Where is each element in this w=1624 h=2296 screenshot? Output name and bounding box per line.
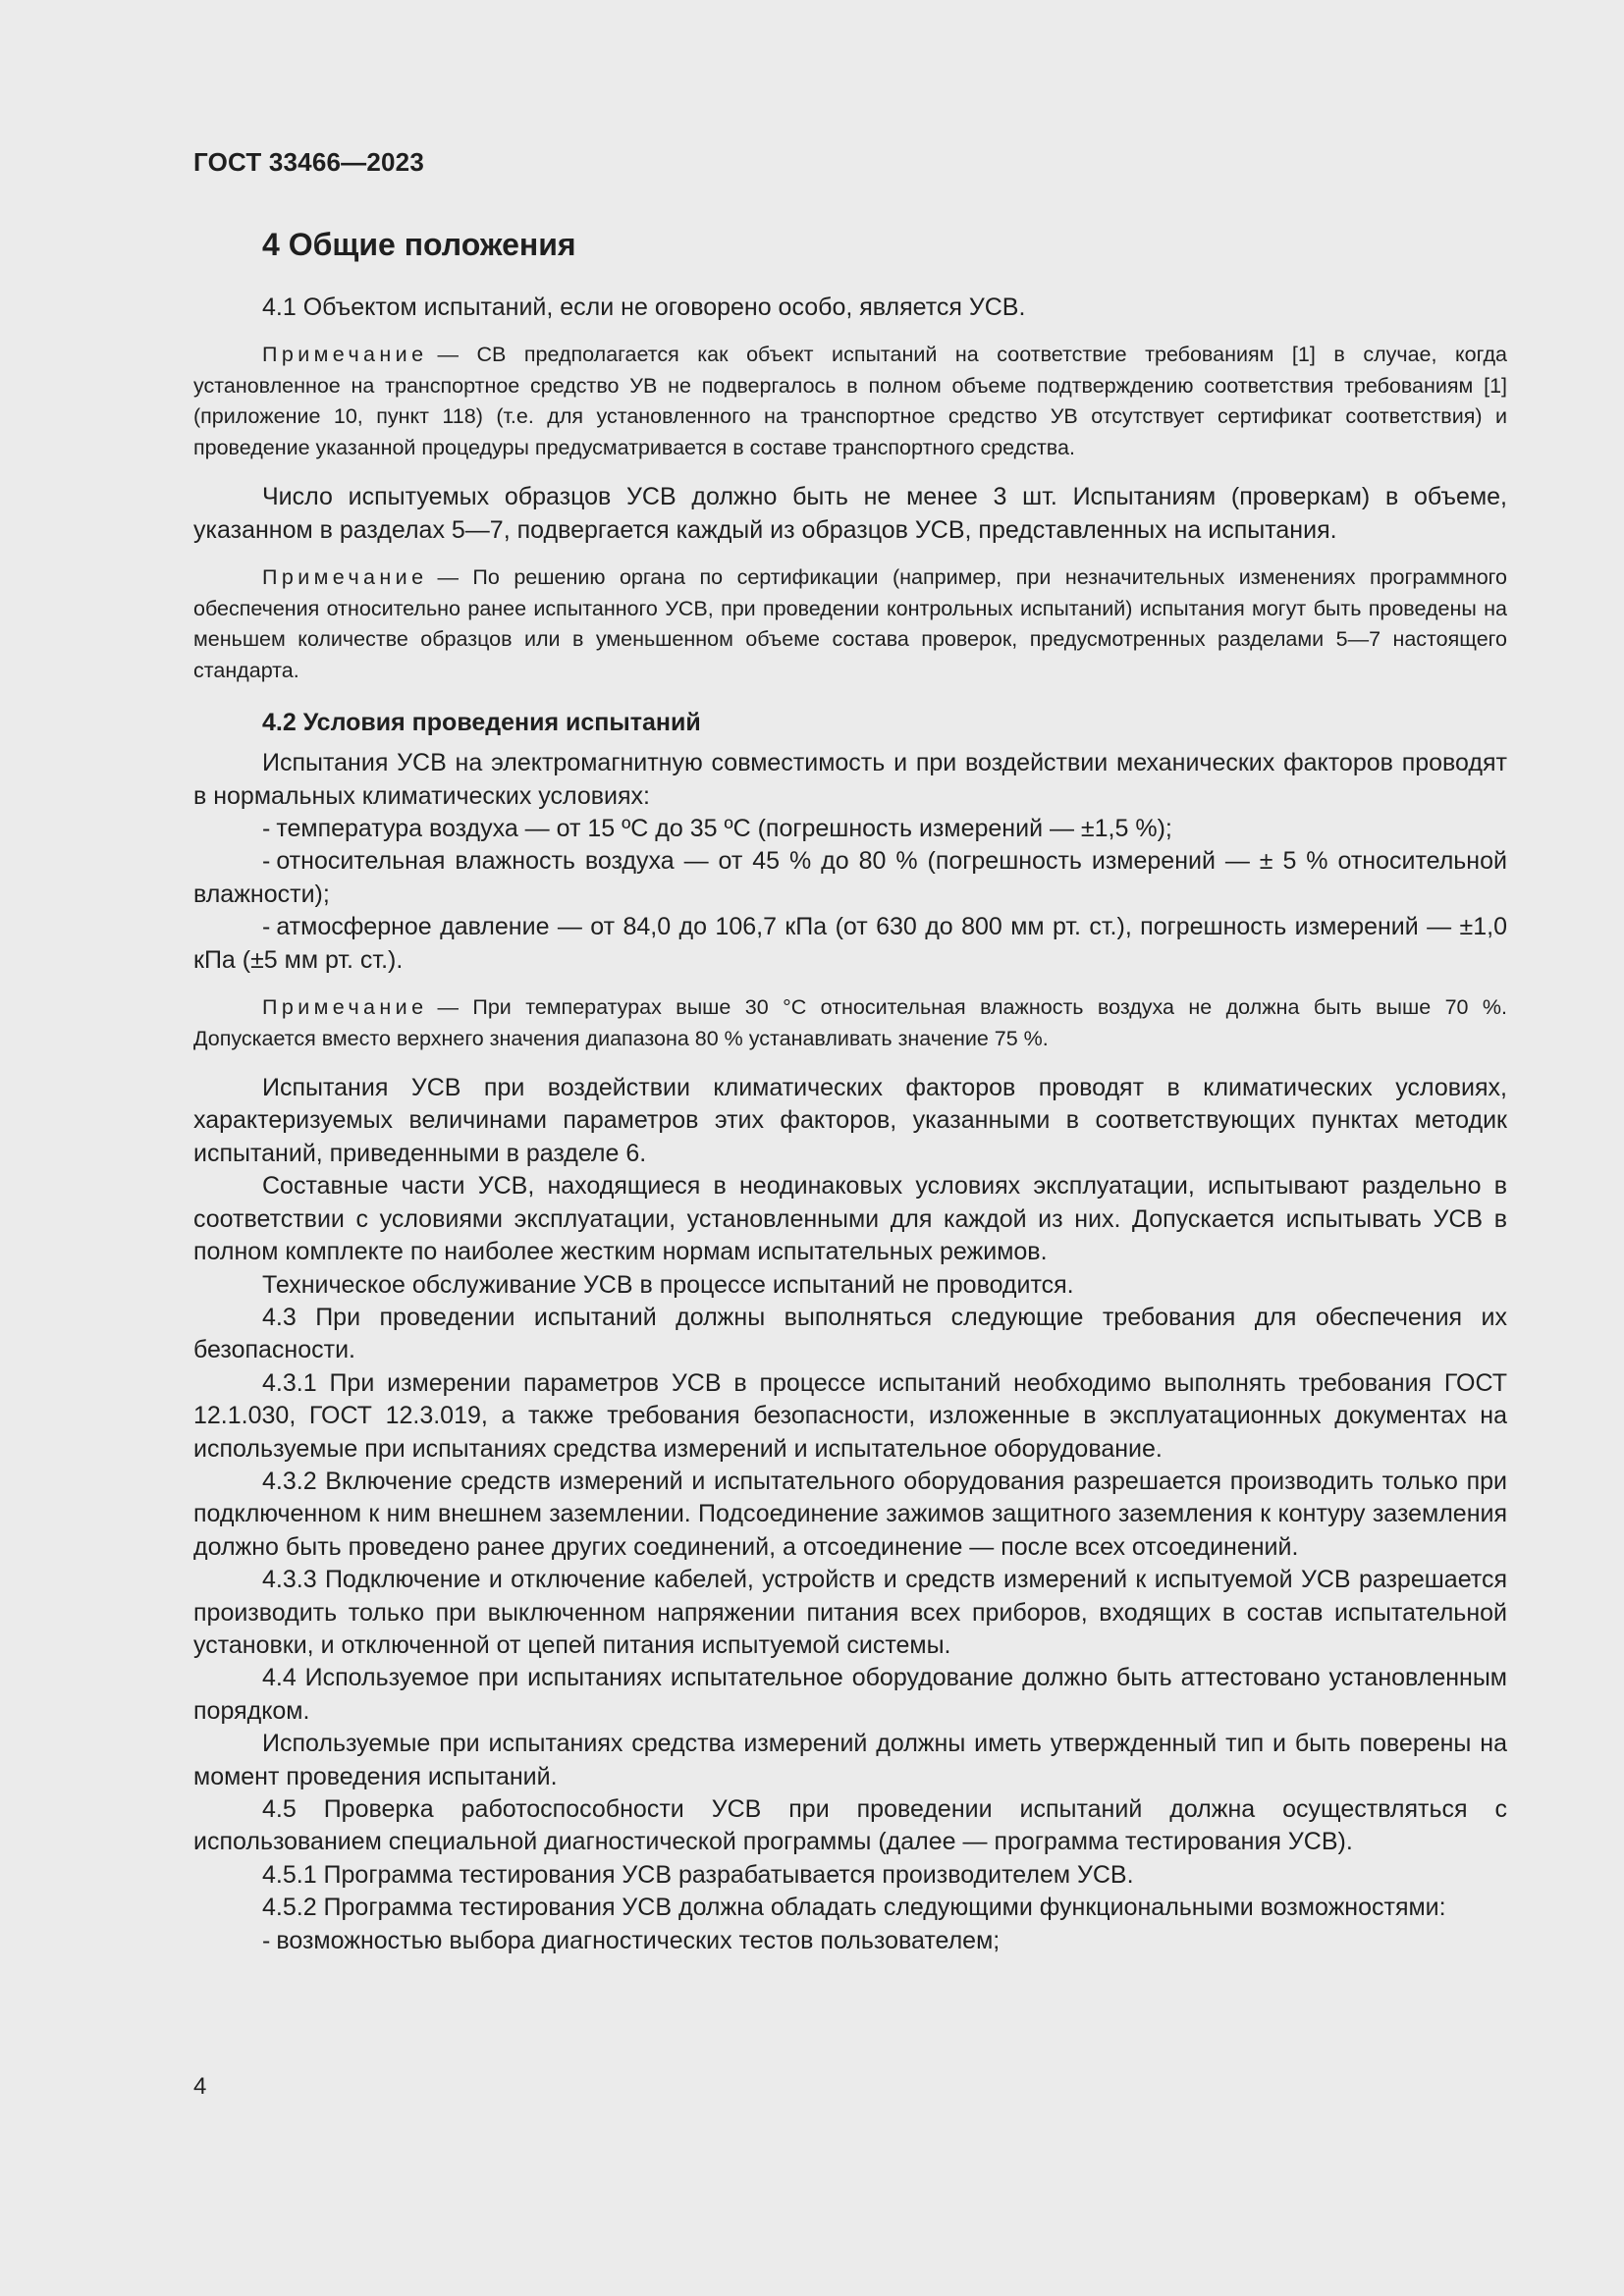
list-item-text: температура воздуха — от 15 ºС до 35 ºС (погрешность измерений — ±1,5 %);	[276, 815, 1172, 843]
list-dash: -	[262, 1926, 271, 1954]
note-2	[193, 562, 1507, 686]
section-4-2-title: 4.2 Условия проведения испытаний	[262, 709, 701, 737]
list-item-humidity	[193, 845, 1507, 911]
paragraph-4-3-1: 4.3.1 При измерении параметров УСВ в процессе испытаний необходимо выполнять требования ГОСТ 12.1.030, ГОСТ 12.3.019, а также требования безопасности, изложенные в эксплуатационных документах на используемые при испытаниях средства измерений и испытательное оборудование.	[193, 1368, 1507, 1463]
note-1-text: — СВ предполагается как объект испытаний на соответствие требованиям [1] в случае, когда установленное на транспортное средство УВ не подвергалось в полном объеме подтверждению соответствия требованиям [1] (приложение 10, пункт 118) (т.е. для установленного на транспортное средство УВ отсутствует сертификат соответствия) и проведение указанной процедуры предусматривается в составе транспортного средства.	[193, 343, 1507, 459]
paragraph-4-3-3: 4.3.3 Подключение и отключение кабелей, устройств и средств измерений к испытуемой УСВ разрешается производить только при выключенном напряжении питания всех приборов, входящих в состав испытательной установки, и отключенной от цепей питания испытуемой системы.	[193, 1566, 1507, 1659]
note-label: Примечание	[262, 565, 428, 590]
paragraph-4-5-2: 4.5.2 Программа тестирования УСВ должна обладать следующими функциональными возможностями:	[262, 1894, 1446, 1922]
list-item-text: возможностью выбора диагностических тестов пользователем;	[276, 1926, 1001, 1954]
page-content	[193, 221, 1507, 1957]
list-item-pressure	[193, 911, 1507, 977]
note-1	[193, 340, 1507, 463]
note-2-text: — По решению органа по сертификации (например, при незначительных изменениях программного обеспечения относительно ранее испытанного УСВ, при проведении контрольных испытаний) испытания могут быть проведены на меньшем количестве образцов или в уменьшенном объеме состава проверок, предусмотренных разделами 5—7 настоящего стандарта.	[193, 565, 1507, 682]
page-number: 4	[193, 2073, 207, 2100]
section-4-title: 4 Общие положения	[262, 227, 576, 262]
list-dash: -	[262, 913, 271, 941]
note-label: Примечание	[262, 343, 428, 367]
standard-header: ГОСТ 33466—2023	[193, 147, 424, 177]
paragraph-maintenance: Техническое обслуживание УСВ в процессе испытаний не проводится.	[262, 1270, 1074, 1299]
note-3-text: — При температурах выше 30 °С относительная влажность воздуха не должна быть выше 70 %. Допускается вместо верхнего значения диапазона 80 % устанавливать значение 75 %.	[193, 995, 1507, 1050]
list-dash: -	[262, 815, 271, 843]
list-dash: -	[262, 847, 271, 876]
note-label: Примечание	[262, 995, 428, 1020]
paragraph-4-3: 4.3 При проведении испытаний должны выполняться следующие требования для обеспечения их безопасности.	[193, 1303, 1507, 1364]
note-3	[193, 992, 1507, 1054]
paragraph-4-1: 4.1 Объектом испытаний, если не оговорено особо, является УСВ.	[262, 294, 1026, 321]
paragraph-4-4: 4.4 Используемое при испытаниях испытательное оборудование должно быть аттестовано установленным порядком.	[193, 1664, 1507, 1725]
paragraph-4-5-1: 4.5.1 Программа тестирования УСВ разрабатывается производителем УСВ.	[262, 1860, 1134, 1889]
list-item-test-selection	[193, 1925, 1507, 1957]
list-item-temperature	[193, 813, 1507, 845]
paragraph-components: Составные части УСВ, находящиеся в неодинаковых условиях эксплуатации, испытывают раздельно в соответствии с условиями эксплуатации, установленными для каждой из них. Допускается испытывать УСВ в полном комплекте по наиболее жестким нормам испытательных режимов.	[193, 1172, 1507, 1266]
paragraph-4-5: 4.5 Проверка работоспособности УСВ при проведении испытаний должна осуществляться с использованием специальной диагностической программы (далее — программа тестирования УСВ).	[193, 1795, 1507, 1856]
paragraph-climatic: Испытания УСВ при воздействии климатических факторов проводят в климатических условиях, характеризуемых величинами параметров этих факторов, указанными в соответствующих пунктах методик испытаний, приведенными в разделе 6.	[193, 1074, 1507, 1167]
list-item-text: относительная влажность воздуха — от 45 % до 80 % (погрешность измерений — ± 5 % относительной влажности);	[193, 847, 1507, 908]
paragraph-instruments: Используемые при испытаниях средства измерений должны иметь утвержденный тип и быть поверены на момент проведения испытаний.	[193, 1730, 1507, 1790]
list-item-text: атмосферное давление — от 84,0 до 106,7 кПа (от 630 до 800 мм рт. ст.), погрешность измерений — ±1,0 кПа (±5 мм рт. ст.).	[193, 913, 1507, 974]
paragraph-samples: Число испытуемых образцов УСВ должно быть не менее 3 шт. Испытаниям (проверкам) в объеме, указанном в разделах 5—7, подвергается каждый из образцов УСВ, представленных на испытания.	[193, 483, 1507, 544]
paragraph-conditions-intro: Испытания УСВ на электромагнитную совместимость и при воздействии механических факторов проводят в нормальных климатических условиях:	[193, 749, 1507, 810]
paragraph-4-3-2: 4.3.2 Включение средств измерений и испытательного оборудования разрешается производить только при подключенном к ним внешнем заземлении. Подсоединение зажимов защитного заземления к контуру заземления должно быть проведено ранее других соединений, а отсоединение — после всех отсоединений.	[193, 1467, 1507, 1561]
